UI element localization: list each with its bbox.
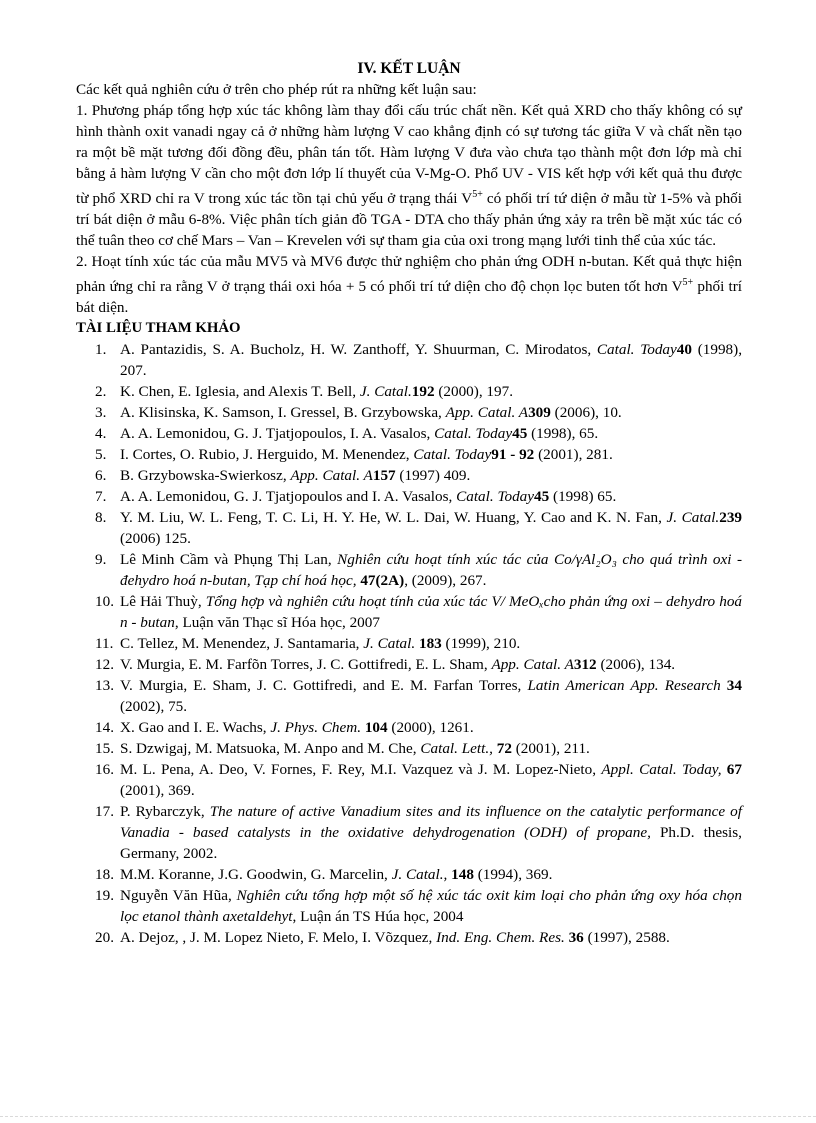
reference-authors: I. Cortes, O. Rubio, J. Herguido, M. Menendez, bbox=[120, 446, 414, 464]
reference-number: 14. bbox=[95, 719, 114, 737]
reference-authors: Nguyễn Văn Hũa, bbox=[120, 887, 237, 905]
reference-number: 10. bbox=[95, 593, 114, 611]
reference-authors: P. Rybarczyk, bbox=[120, 803, 210, 821]
conclusion-paragraph bbox=[76, 100, 742, 251]
reference-number: 15. bbox=[95, 740, 114, 758]
reference-details: (1998) 65. bbox=[549, 488, 617, 506]
reference-number: 11. bbox=[95, 635, 114, 653]
reference-item bbox=[76, 465, 742, 486]
reference-number: 6. bbox=[95, 467, 107, 485]
reference-item bbox=[76, 633, 742, 654]
reference-authors: M.M. Koranne, J.G. Goodwin, G. Marcelin, bbox=[120, 866, 392, 884]
reference-volume: 72 bbox=[492, 740, 512, 758]
reference-authors: Y. M. Liu, W. L. Feng, T. C. Li, H. Y. He, W. L. Dai, W. Huang, Y. Cao and K. N. Fan, bbox=[120, 509, 667, 527]
reference-journal: The nature of active Vanadium sites and its influence on the catalytic performance of Vanadia - based catalysts in the oxidative dehydrogenation (ODH) of propane, bbox=[120, 803, 742, 842]
reference-item bbox=[76, 549, 742, 591]
reference-volume: 45 bbox=[512, 425, 528, 443]
reference-details: (2001), 369. bbox=[120, 782, 195, 800]
reference-journal: App. Catal. A bbox=[445, 404, 529, 422]
reference-journal: J. Catal. bbox=[363, 635, 416, 653]
reference-number: 5. bbox=[95, 446, 107, 464]
reference-journal: J. Catal. bbox=[359, 383, 412, 401]
reference-journal: Catal. Today bbox=[456, 488, 535, 506]
reference-volume: 312 bbox=[573, 656, 597, 674]
reference-item bbox=[76, 423, 742, 444]
reference-authors: A. Klisinska, K. Samson, I. Gressel, B. Grzybowska, bbox=[120, 404, 446, 422]
reference-authors: A. Pantazidis, S. A. Bucholz, H. W. Zanthoff, Y. Shuurman, C. Mirodatos, bbox=[120, 341, 597, 359]
reference-item bbox=[76, 885, 742, 927]
reference-item bbox=[76, 717, 742, 738]
intro-paragraph: Các kết quả nghiên cứu ở trên cho phép rút ra những kết luận sau: bbox=[76, 81, 477, 98]
reference-details: (2006), 134. bbox=[596, 656, 676, 674]
reference-number: 17. bbox=[95, 803, 114, 821]
conclusions-list bbox=[76, 100, 742, 318]
reference-number: 7. bbox=[95, 488, 107, 506]
conclusion-text: 1. Phương pháp tổng hợp xúc tác không làm thay đổi cấu trúc chất nền. Kết quả XRD cho thấy không có sự hình thành oxit vanadi ngay cả ở những hàm lượng V cao khẳng định có sự tương tác giữa V và chất nền tạo ra một bề mặt tương đối đồng đều, phân tán tốt. Hàm lượng V đưa vào chưa tạo thành một đơn lớp mà chỉ bằng ả hàm lượng V cần cho một đơn lớp lí thuyết của V-Mg-O. Phổ UV - VIS kết hợp với kết quả thu được từ phổ XRD chỉ ra V trong xúc tác tồn tại chủ yếu ở trạng thái V bbox=[76, 102, 742, 208]
reference-journal: Tổng hợp và nghiên cứu hoạt tính của xúc tác V/ MeOₓcho phản ứng oxi – dehydro hoá n - butan bbox=[120, 593, 743, 632]
reference-volume: 104 bbox=[361, 719, 388, 737]
reference-item bbox=[76, 654, 742, 675]
reference-number: 20. bbox=[95, 929, 114, 947]
reference-journal: J. Catal., bbox=[391, 866, 448, 884]
document-page bbox=[76, 58, 742, 948]
reference-details: , Luận văn Thạc sĩ Hóa học, 2007 bbox=[174, 614, 380, 632]
reference-item bbox=[76, 444, 742, 465]
reference-authors: Lê Hải Thuỳ, bbox=[120, 593, 206, 611]
reference-authors: A. A. Lemonidou, G. J. Tjatjopoulos, I. A. Vasalos, bbox=[120, 425, 435, 443]
reference-journal: Ind. Eng. Chem. Res. bbox=[436, 929, 565, 947]
reference-journal: Nghiên cứu hoạt tính xúc tác của Co/γAl₂O₃ cho quá trình oxi - đehydro hoá n-butan, Tạp chí hoá học, bbox=[120, 551, 742, 590]
reference-volume: 239 bbox=[719, 509, 742, 527]
reference-details: (1999), 210. bbox=[441, 635, 521, 653]
reference-number: 18. bbox=[95, 866, 114, 884]
reference-authors: X. Gao and I. E. Wachs, bbox=[120, 719, 271, 737]
reference-authors: B. Grzybowska-Swierkosz, bbox=[120, 467, 291, 485]
reference-volume: 192 bbox=[411, 383, 435, 401]
conclusion-text: có phối trí tứ diện ở mẫu từ 1-5% và phối trí bát diện ở mẫu 6-8%. Việc phân tích giản đồ TGA - DTA cho thấy phản ứng xảy ra trên bề mặt xúc tác có thể tuân theo cơ chế Mars – Van – Krevelen với sự tham gia của oxi trong mạng lưới tinh thể của xúc tác. bbox=[76, 190, 743, 250]
reference-item bbox=[76, 738, 742, 759]
section-title: IV. KẾT LUẬN bbox=[357, 60, 461, 77]
reference-details: Ph.D. thesis, Germany, 2002. bbox=[120, 824, 742, 863]
reference-details: (1997) 409. bbox=[395, 467, 471, 485]
reference-item bbox=[76, 801, 742, 864]
page-bottom-rule bbox=[0, 1116, 816, 1117]
reference-details: (2001), 211. bbox=[511, 740, 590, 758]
conclusion-text: 2. Hoạt tính xúc tác của mẫu MV5 và MV6 được thử nghiệm cho phản ứng ODH n-butan. Kết quả thực hiện phản ứng chỉ ra rằng V ở trạng thái oxi hóa + 5 có phối trí tứ diện cho độ chọn lọc buten tốt hơn V bbox=[76, 253, 742, 296]
reference-item bbox=[76, 591, 742, 633]
reference-authors: A. A. Lemonidou, G. J. Tjatjopoulos and I. A. Vasalos, bbox=[120, 488, 457, 506]
reference-details: (2006), 10. bbox=[550, 404, 622, 422]
reference-journal: J. Phys. Chem. bbox=[270, 719, 362, 737]
reference-details: , Luận án TS Húa học, 2004 bbox=[292, 908, 464, 926]
reference-authors: S. Dzwigaj, M. Matsuoka, M. Anpo and M. Che, bbox=[120, 740, 421, 758]
reference-journal: Catal. Today bbox=[596, 341, 677, 359]
reference-number: 8. bbox=[95, 509, 107, 527]
reference-volume: 157 bbox=[372, 467, 396, 485]
conclusion-paragraph bbox=[76, 251, 742, 318]
reference-volume: 309 bbox=[528, 404, 551, 422]
reference-details: (1998), 65. bbox=[527, 425, 599, 443]
reference-volume: 40 bbox=[676, 341, 692, 359]
reference-number: 9. bbox=[95, 551, 107, 569]
reference-volume: 36 bbox=[564, 929, 584, 947]
reference-number: 2. bbox=[95, 383, 107, 401]
reference-item bbox=[76, 507, 742, 549]
reference-authors: M. L. Pena, A. Deo, V. Fornes, F. Rey, M.I. Vazquez và J. M. Lopez-Nieto, bbox=[120, 761, 602, 779]
reference-authors: V. Murgia, E. Sham, J. C. Gottifredi, and E. M. Farfan Torres, bbox=[120, 677, 528, 695]
reference-journal: Catal. Today bbox=[434, 425, 513, 443]
reference-item bbox=[76, 864, 742, 885]
reference-authors: Lê Minh Cầm và Phụng Thị Lan, bbox=[120, 551, 338, 569]
reference-number: 19. bbox=[95, 887, 114, 905]
reference-details: (1998), 207. bbox=[120, 341, 742, 380]
reference-item bbox=[76, 759, 742, 801]
superscript-charge: 5+ bbox=[682, 277, 694, 289]
reference-volume: 34 bbox=[720, 677, 742, 695]
reference-journal: Nghiên cứu tổng hợp một số hệ xúc tác oxit kim loại cho phản ứng oxy hóa chọn lọc etanol thành axetaldehyt bbox=[120, 887, 742, 926]
reference-details: (1994), 369. bbox=[473, 866, 553, 884]
reference-number: 3. bbox=[95, 404, 107, 422]
reference-item bbox=[76, 381, 742, 402]
reference-authors: A. Dejoz, , J. M. Lopez Nieto, F. Melo, I. Võzquez, bbox=[120, 929, 437, 947]
reference-journal: Latin American App. Research bbox=[527, 677, 721, 695]
reference-item bbox=[76, 927, 742, 948]
reference-details: (1997), 2588. bbox=[583, 929, 670, 947]
reference-journal: Catal. Lett., bbox=[420, 740, 493, 758]
reference-details: (2006) 125. bbox=[120, 530, 191, 548]
reference-details: (2002), 75. bbox=[120, 698, 188, 716]
conclusion-text: phối trí bát diện. bbox=[76, 278, 743, 317]
reference-details: (2000), 197. bbox=[434, 383, 514, 401]
reference-authors: C. Tellez, M. Menendez, J. Santamaria, bbox=[120, 635, 364, 653]
reference-details: (2000), 1261. bbox=[387, 719, 474, 737]
reference-number: 16. bbox=[95, 761, 114, 779]
reference-journal: App. Catal. A bbox=[290, 467, 373, 485]
references-heading: TÀI LIỆU THAM KHẢO bbox=[76, 320, 241, 337]
reference-volume: 45 bbox=[534, 488, 550, 506]
superscript-charge: 5+ bbox=[472, 189, 483, 200]
reference-details: , (2009), 267. bbox=[404, 572, 487, 590]
reference-item bbox=[76, 486, 742, 507]
reference-volume: 67 bbox=[721, 761, 742, 779]
reference-number: 12. bbox=[95, 656, 114, 674]
references-list bbox=[76, 339, 742, 948]
reference-volume: 47(2A) bbox=[356, 572, 405, 590]
reference-journal: J. Catal. bbox=[666, 509, 720, 527]
reference-volume: 148 bbox=[447, 866, 474, 884]
reference-number: 13. bbox=[95, 677, 114, 695]
reference-volume: 91 - 92 bbox=[491, 446, 535, 464]
reference-item bbox=[76, 675, 742, 717]
reference-volume: 183 bbox=[415, 635, 442, 653]
reference-item bbox=[76, 402, 742, 423]
reference-journal: App. Catal. A bbox=[491, 656, 574, 674]
reference-journal: Catal. Today bbox=[413, 446, 492, 464]
reference-item bbox=[76, 339, 742, 381]
reference-journal: Appl. Catal. Today, bbox=[601, 761, 722, 779]
reference-authors: V. Murgia, E. M. Farfõn Torres, J. C. Gottifredi, E. L. Sham, bbox=[120, 656, 492, 674]
reference-details: (2001), 281. bbox=[534, 446, 613, 464]
reference-authors: K. Chen, E. Iglesia, and Alexis T. Bell, bbox=[120, 383, 360, 401]
reference-number: 1. bbox=[95, 341, 107, 359]
reference-number: 4. bbox=[95, 425, 107, 443]
